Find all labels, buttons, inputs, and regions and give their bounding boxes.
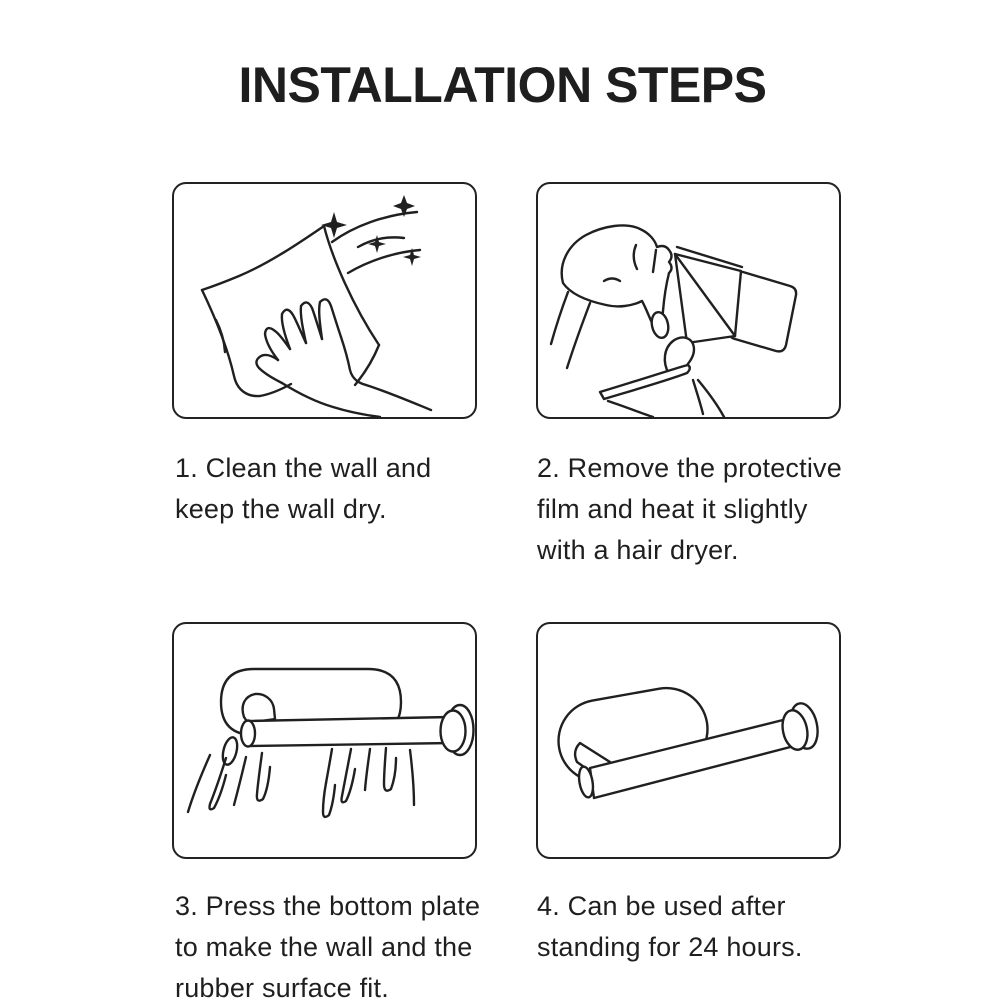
step-2-panel — [536, 182, 841, 419]
caption-line: film and heat it slightly — [537, 494, 808, 524]
clean-wall-illustration-icon — [174, 184, 475, 417]
step-3-panel — [172, 622, 477, 859]
press-plate-illustration-icon — [174, 624, 475, 857]
caption-line: 4. Can be used after — [537, 891, 786, 921]
installed-holder-illustration-icon — [538, 624, 839, 857]
caption-line: to make the wall and the — [175, 932, 473, 962]
step-3-caption — [175, 886, 505, 1005]
page-title: INSTALLATION STEPS — [238, 57, 767, 113]
caption-line: standing for 24 hours. — [537, 932, 803, 962]
caption-line: rubber surface fit. — [175, 973, 389, 1003]
caption-line: keep the wall dry. — [175, 494, 387, 524]
caption-line: 1. Clean the wall and — [175, 453, 432, 483]
peel-film-illustration-icon — [538, 184, 839, 417]
step-2-caption — [537, 448, 867, 571]
caption-line: with a hair dryer. — [537, 535, 739, 565]
step-1-caption — [175, 448, 505, 530]
step-4-caption — [537, 886, 867, 968]
caption-line: 2. Remove the protective — [537, 453, 842, 483]
step-1-panel — [172, 182, 477, 419]
step-4-panel — [536, 622, 841, 859]
caption-line: 3. Press the bottom plate — [175, 891, 481, 921]
